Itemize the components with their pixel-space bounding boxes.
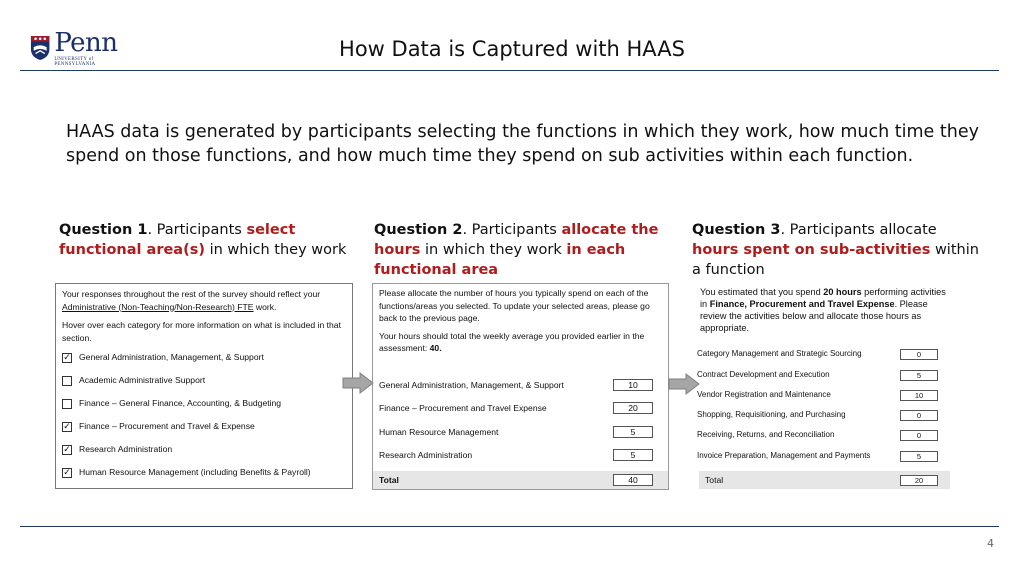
checklist-intro-a: Your responses throughout the rest of the survey should reflect your — [62, 289, 321, 299]
checklist-item[interactable] — [62, 461, 346, 484]
sub-intro-c: . Please review the activities below and allocate those hours as appropriate. — [700, 299, 928, 333]
checkbox[interactable] — [62, 399, 72, 409]
checklist-item-label: Finance – Procurement and Travel & Expense — [79, 421, 255, 432]
hours-input[interactable]: 5 — [613, 449, 653, 461]
hours-total-row — [373, 471, 668, 489]
sub-activity-input[interactable]: 0 — [900, 349, 938, 360]
q3-text-a: . Participants allocate — [780, 222, 937, 238]
question-3-heading — [692, 220, 984, 280]
checklist-hover-note: Hover over each category for more information on what is included in that section. — [62, 320, 341, 343]
sub-activity-label: Shopping, Requisitioning, and Purchasing — [697, 410, 846, 419]
checklist-item[interactable] — [62, 346, 346, 369]
sub-activity-label: Receiving, Returns, and Reconciliation — [697, 430, 835, 439]
sub-activity-intro — [700, 286, 950, 334]
hours-row — [379, 448, 653, 462]
sub-activity-input[interactable]: 5 — [900, 370, 938, 381]
checklist-item-label: Finance – General Finance, Accounting, & Budgeting — [79, 398, 282, 409]
checkbox[interactable]: ✓ — [63, 444, 71, 454]
hours-row-label: Research Administration — [379, 449, 473, 460]
sub-intro-b: performing activities in — [700, 287, 946, 309]
hours-row — [379, 401, 653, 415]
checkbox[interactable]: ✓ — [63, 352, 71, 362]
sub-intro-hours: 20 hours — [823, 287, 862, 297]
q1-label: Question 1 — [59, 222, 148, 238]
hours-input[interactable]: 10 — [613, 379, 653, 391]
checklist-item-label: Human Resource Management (including Benefits & Payroll) — [79, 467, 311, 478]
functional-area-checklist — [55, 283, 353, 489]
question-1-heading — [59, 220, 354, 260]
q1-highlight: select functional area(s) — [59, 222, 296, 258]
sub-activity-row — [697, 409, 938, 421]
checkbox[interactable]: ✓ — [63, 421, 71, 431]
q3-highlight: hours spent on sub-activities — [692, 242, 931, 258]
q2-text-a: . Participants — [462, 222, 562, 238]
sub-activity-row — [697, 429, 938, 441]
sub-activity-input[interactable]: 0 — [900, 410, 938, 421]
question-2-heading — [374, 220, 669, 280]
weekly-note-text: Your hours should total the weekly average you provided earlier in the assessment: — [379, 330, 645, 353]
hours-input[interactable]: 20 — [613, 402, 653, 414]
checklist-item-label: Academic Administrative Support — [79, 375, 206, 386]
checklist-item-label: General Administration, Management, & Support — [79, 352, 264, 363]
sub-activity-row — [697, 450, 938, 462]
hours-row — [379, 425, 653, 439]
sub-activity-allocation — [694, 283, 950, 490]
sub-intro-area: Finance, Procurement and Travel Expense — [709, 299, 895, 309]
q1-text-b: in which they work — [204, 242, 347, 258]
hours-row-label: General Administration, Management, & Support — [379, 379, 564, 390]
weekly-average-note — [379, 330, 662, 355]
logo-wordmark: Penn — [54, 27, 118, 58]
q1-text-a: . Participants — [147, 222, 247, 238]
sub-activity-row — [697, 369, 938, 381]
checklist-item-label: Research Administration — [79, 444, 173, 455]
hours-row — [379, 378, 653, 392]
sub-activity-input[interactable]: 5 — [900, 451, 938, 462]
q3-label: Question 3 — [692, 222, 781, 238]
arrow-right-icon — [342, 372, 374, 394]
checklist-item[interactable] — [62, 392, 346, 415]
sub-activity-label: Contract Development and Execution — [697, 370, 830, 379]
checkbox[interactable]: ✓ — [63, 467, 71, 477]
checkbox[interactable] — [62, 376, 72, 386]
checklist-intro — [62, 288, 346, 314]
sub-activity-label: Vendor Registration and Maintenance — [697, 390, 831, 399]
page-number: 4 — [987, 537, 994, 550]
footer-divider — [20, 526, 999, 527]
intro-paragraph: HAAS data is generated by participants selecting the functions in which they work, how much time they spend on those functions, and how much time they spend on sub activities within each function. — [66, 122, 979, 166]
sub-activity-total-label: Total — [705, 475, 724, 485]
sub-activity-input[interactable]: 0 — [900, 430, 938, 441]
sub-activity-total-value: 20 — [900, 475, 938, 486]
q2-label: Question 2 — [374, 222, 463, 238]
checklist-intro-underlined: Administrative (Non-Teaching/Non-Research) FTE — [62, 301, 254, 312]
sub-activity-label: Invoice Preparation, Management and Payments — [697, 451, 871, 460]
sub-activity-total-row — [699, 471, 950, 489]
slide-title: How Data is Captured with HAAS — [339, 37, 685, 61]
hours-row-label: Human Resource Management — [379, 426, 499, 437]
q2-text-b: in which they work — [420, 242, 567, 258]
q3-text-b: within a function — [692, 242, 979, 278]
q2-highlight-1: allocate the hours — [374, 222, 659, 258]
sub-activity-row — [697, 389, 938, 401]
checklist-item[interactable] — [62, 415, 346, 438]
sub-activity-label: Category Management and Strategic Sourcing — [697, 349, 862, 358]
header-divider — [20, 70, 999, 71]
checklist-intro-b: work. — [253, 301, 277, 312]
hours-total-label: Total — [379, 474, 399, 485]
q2-highlight-2: in each functional area — [374, 242, 626, 278]
sub-intro-a: You estimated that you spend — [700, 287, 824, 297]
sub-activity-row — [697, 348, 938, 360]
sub-activity-input[interactable]: 10 — [900, 390, 938, 401]
allocation-intro: Please allocate the number of hours you typically spend on each of the functions/areas you selected. To update your selected areas, please go back to the previous page. — [379, 288, 650, 323]
logo-subtitle: UNIVERSITY of PENNSYLVANIA — [54, 56, 96, 67]
hours-row-label: Finance – Procurement and Travel Expense — [379, 402, 547, 413]
hours-allocation-form — [372, 283, 669, 490]
checklist-item[interactable] — [62, 369, 346, 392]
weekly-note-value: 40. — [429, 343, 442, 353]
hours-total-value: 40 — [613, 474, 653, 486]
hours-input[interactable]: 5 — [613, 426, 653, 438]
checklist-item[interactable] — [62, 438, 346, 461]
